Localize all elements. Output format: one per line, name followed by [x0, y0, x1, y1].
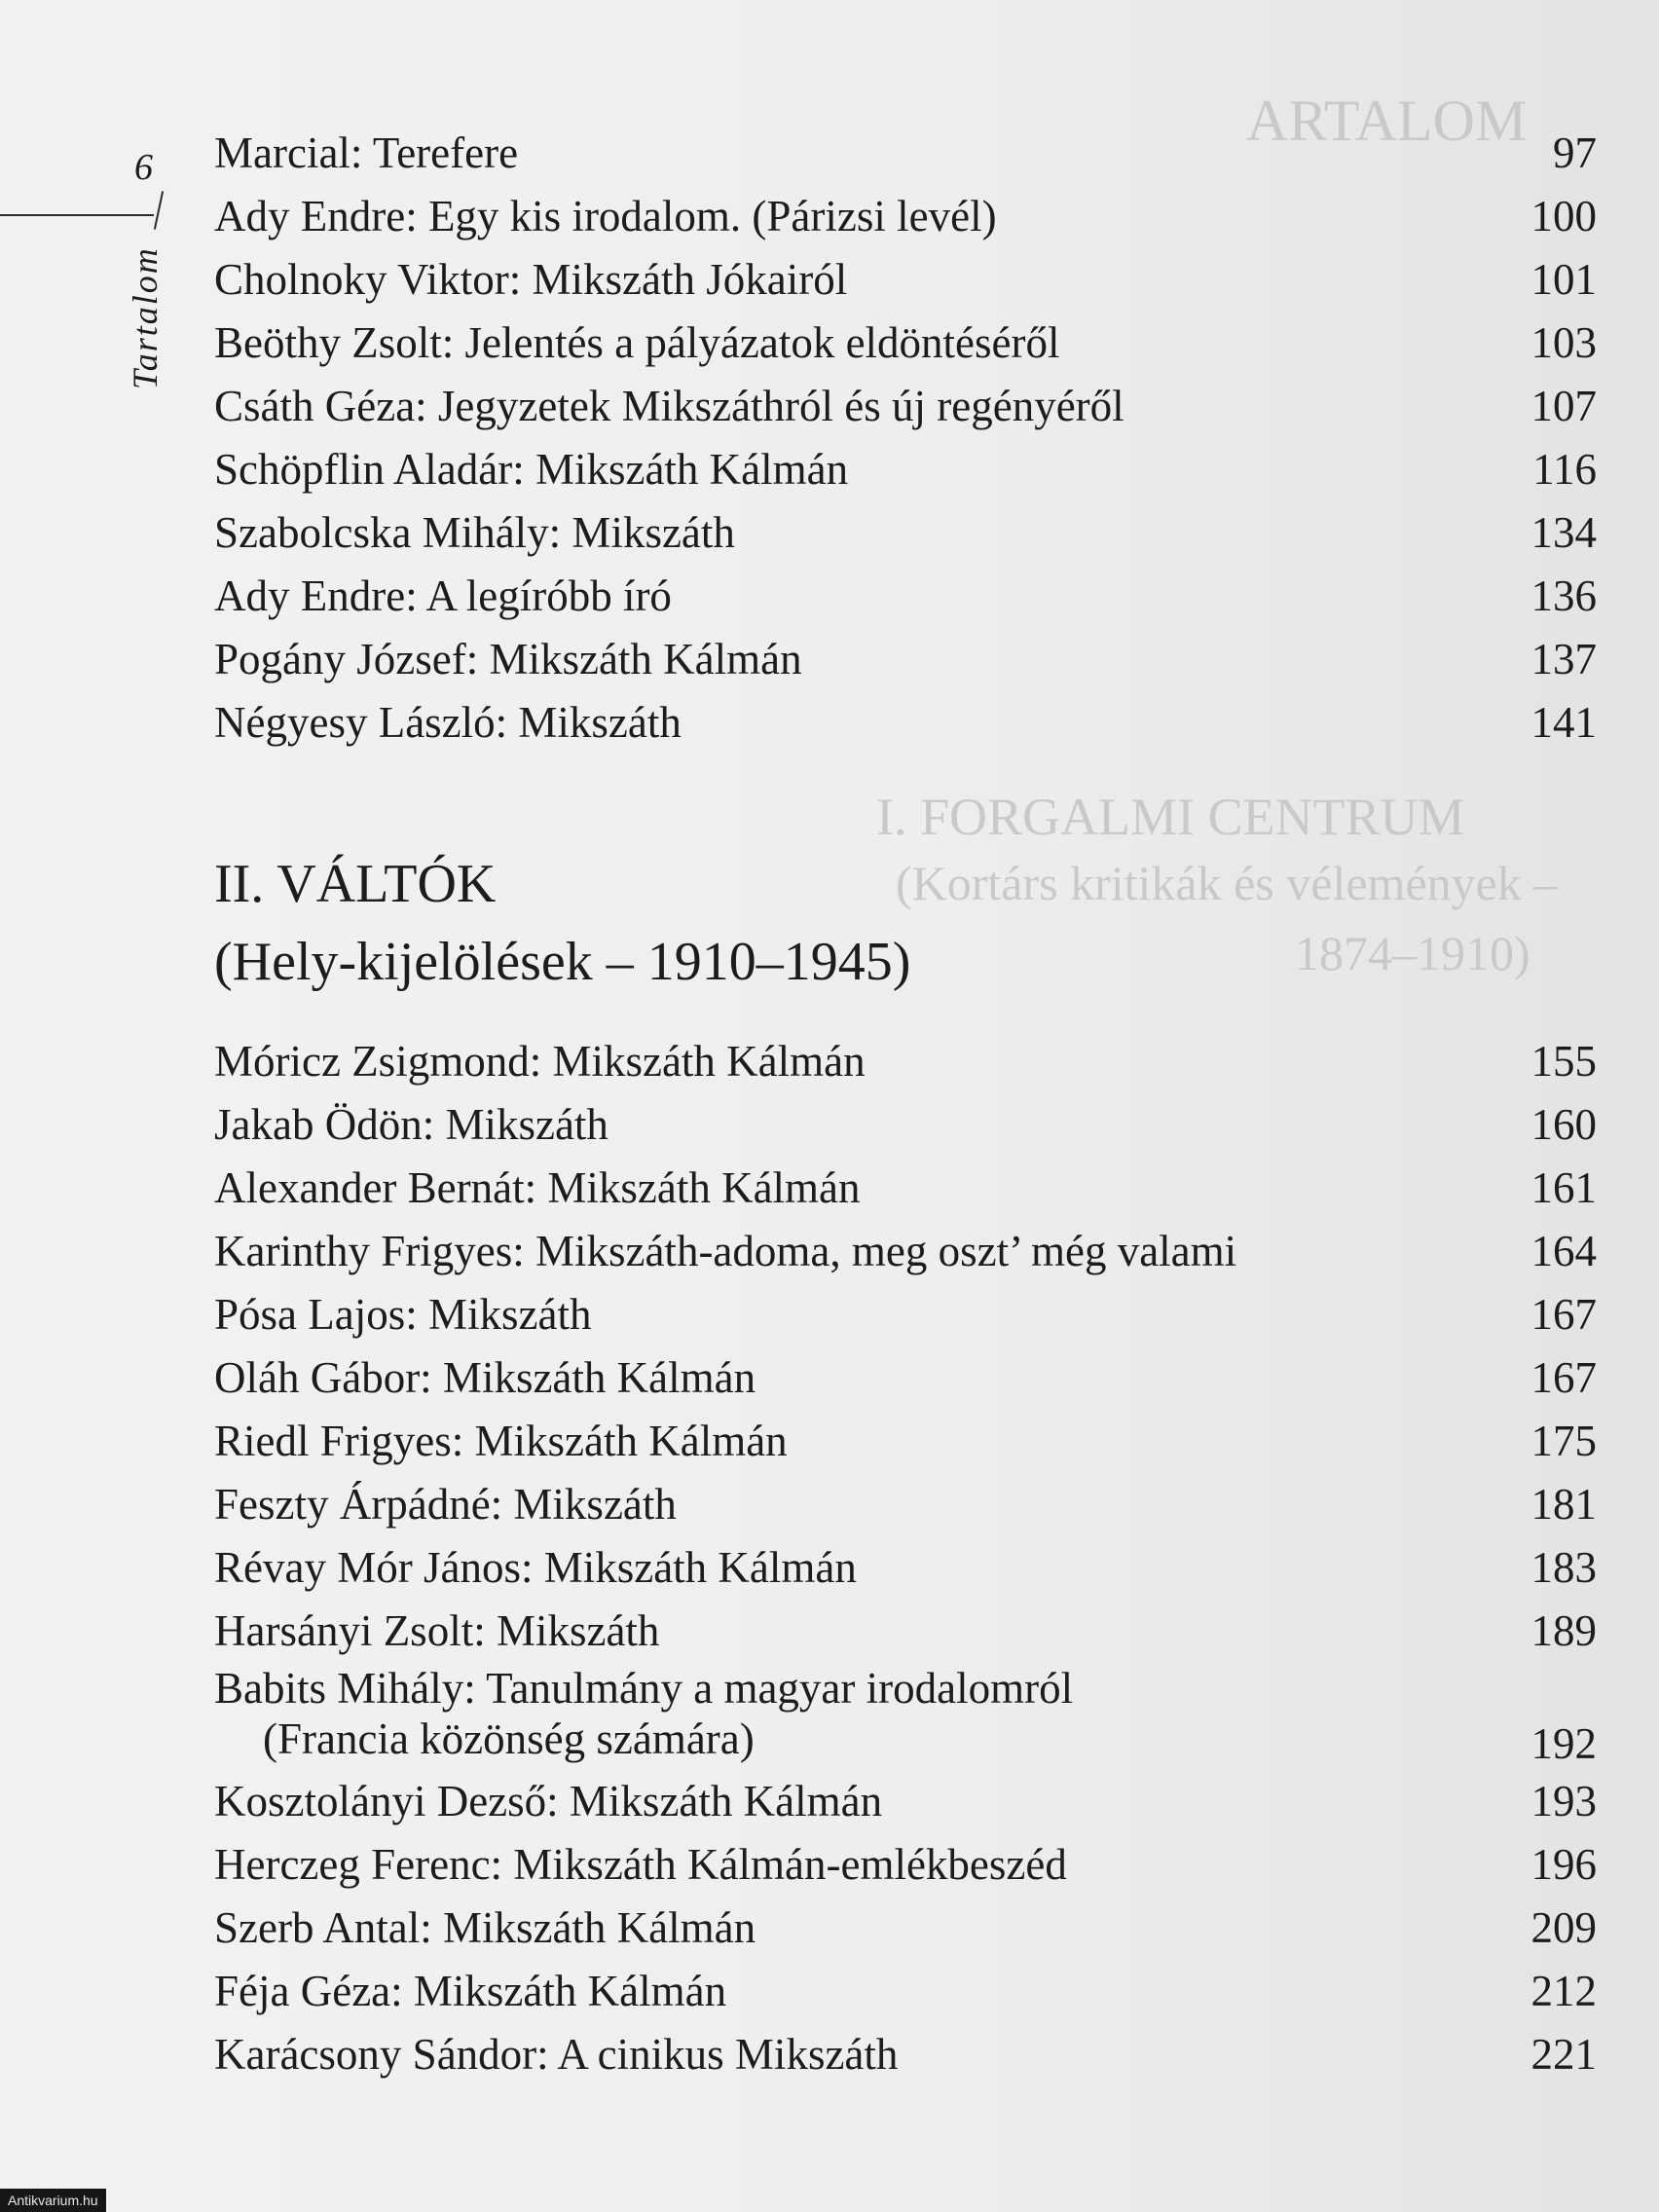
entry-title: Szerb Antal: Mikszáth Kálmán — [214, 1903, 756, 1952]
entry-page: 160 — [1530, 1100, 1597, 1149]
section-heading — [214, 845, 910, 1001]
show-through-text: 1874–1910) — [1295, 926, 1530, 980]
toc-entry — [214, 1283, 1597, 1346]
entry-page: 116 — [1532, 445, 1597, 494]
toc-entry — [214, 501, 1597, 565]
entry-page: 196 — [1530, 1840, 1597, 1889]
entry-title: Ady Endre: A legíróbb író — [214, 571, 672, 620]
entry-page: 97 — [1553, 129, 1597, 177]
entry-page: 103 — [1530, 318, 1597, 367]
toc-entry — [214, 248, 1597, 312]
toc-entry — [214, 1473, 1597, 1536]
entry-title: Schöpflin Aladár: Mikszáth Kálmán — [214, 445, 849, 494]
entry-title: Karácsony Sándor: A cinikus Mikszáth — [214, 2030, 899, 2079]
entry-title-subline: (Francia közönség számára) — [263, 1714, 755, 1763]
entry-title: Harsányi Zsolt: Mikszáth — [214, 1606, 660, 1655]
toc-entry-multiline — [214, 1663, 1597, 1770]
toc-entry — [214, 2023, 1597, 2086]
entry-page: 175 — [1530, 1417, 1597, 1465]
toc-entry — [214, 1600, 1597, 1663]
entry-title: Feszty Árpádné: Mikszáth — [214, 1480, 677, 1529]
entry-title: Marcial: Terefere — [214, 129, 519, 177]
toc-entry — [214, 1157, 1597, 1220]
toc-entry — [214, 628, 1597, 691]
entry-page: 192 — [1530, 1719, 1597, 1768]
entry-page: 134 — [1530, 508, 1597, 557]
toc-entry — [214, 185, 1597, 248]
header-rule — [0, 214, 154, 216]
entry-title: Révay Mór János: Mikszáth Kálmán — [214, 1543, 857, 1592]
show-through-text: (Kortárs kritikák és vélemények – — [896, 856, 1559, 910]
entry-page: 167 — [1530, 1353, 1597, 1402]
entry-title: Ady Endre: Egy kis irodalom. (Párizsi levél) — [214, 192, 997, 240]
section-heading-subtitle: (Hely-kijelölések – 1910–1945) — [214, 932, 911, 992]
toc-section-two — [214, 1030, 1597, 2086]
entry-title: Szabolcska Mihály: Mikszáth — [214, 508, 735, 557]
entry-page: 164 — [1530, 1227, 1597, 1275]
show-through-text: ARTALOM — [1246, 89, 1528, 153]
entry-page: 137 — [1530, 635, 1597, 683]
toc-entry — [214, 565, 1597, 628]
toc-entry — [214, 1093, 1597, 1157]
entry-page: 141 — [1530, 698, 1597, 747]
entry-title: Négyesy László: Mikszáth — [214, 698, 682, 747]
entry-title-line: Babits Mihály: Tanulmány a magyar irodalomról — [214, 1664, 1074, 1713]
entry-title: Karinthy Frigyes: Mikszáth-adoma, meg oszt’ még valami — [214, 1227, 1237, 1275]
entry-page: 161 — [1530, 1163, 1597, 1212]
entry-title: Jakab Ödön: Mikszáth — [214, 1100, 608, 1149]
entry-title: Pogány József: Mikszáth Kálmán — [214, 635, 802, 683]
entry-title — [214, 1663, 1073, 1764]
toc-entry — [214, 691, 1597, 755]
entry-page: 167 — [1530, 1290, 1597, 1339]
toc-entry — [214, 122, 1597, 185]
entry-title: Cholnoky Viktor: Mikszáth Jókairól — [214, 255, 848, 304]
section-heading-title: II. VÁLTÓK — [214, 854, 497, 914]
entry-page: 189 — [1530, 1606, 1597, 1655]
watermark: Antikvarium.hu — [0, 2189, 106, 2212]
entry-page: 212 — [1530, 1967, 1597, 2015]
entry-page: 136 — [1530, 571, 1597, 620]
toc-entry — [214, 1833, 1597, 1897]
toc-section-one — [214, 122, 1597, 755]
entry-title: Féja Géza: Mikszáth Kálmán — [214, 1967, 727, 2015]
show-through-text: I. FORGALMI CENTRUM — [876, 788, 1465, 846]
entry-title: Alexander Bernát: Mikszáth Kálmán — [214, 1163, 861, 1212]
entry-page: 183 — [1530, 1543, 1597, 1592]
toc-entry — [214, 1770, 1597, 1833]
toc-entry — [214, 312, 1597, 375]
entry-title: Csáth Géza: Jegyzetek Mikszáthról és új regényéről — [214, 382, 1124, 430]
entry-page: 221 — [1530, 2030, 1597, 2079]
entry-page: 181 — [1530, 1480, 1597, 1529]
entry-title: Oláh Gábor: Mikszáth Kálmán — [214, 1353, 756, 1402]
entry-page: 155 — [1530, 1037, 1597, 1086]
toc-entry — [214, 375, 1597, 438]
entry-title: Beöthy Zsolt: Jelentés a pályázatok eldöntéséről — [214, 318, 1060, 367]
toc-entry — [214, 1897, 1597, 1960]
toc-entry — [214, 1346, 1597, 1410]
toc-entry — [214, 1030, 1597, 1093]
entry-title: Riedl Frigyes: Mikszáth Kálmán — [214, 1417, 788, 1465]
entry-title: Kosztolányi Dezső: Mikszáth Kálmán — [214, 1777, 883, 1825]
entry-page: 101 — [1530, 255, 1597, 304]
entry-title: Pósa Lajos: Mikszáth — [214, 1290, 592, 1339]
entry-page: 107 — [1530, 382, 1597, 430]
header-rule-tick — [154, 191, 164, 230]
running-head: Tartalom — [126, 246, 165, 389]
toc-entry — [214, 438, 1597, 501]
entry-page: 209 — [1530, 1903, 1597, 1952]
entry-title: Herczeg Ferenc: Mikszáth Kálmán-emlékbeszéd — [214, 1840, 1067, 1889]
entry-title: Móricz Zsigmond: Mikszáth Kálmán — [214, 1037, 866, 1086]
page-number: 6 — [134, 147, 153, 188]
toc-entry — [214, 1960, 1597, 2023]
toc-entry — [214, 1220, 1597, 1283]
entry-page: 193 — [1530, 1777, 1597, 1825]
toc-entry — [214, 1536, 1597, 1600]
toc-entry — [214, 1410, 1597, 1473]
entry-page: 100 — [1530, 192, 1597, 240]
